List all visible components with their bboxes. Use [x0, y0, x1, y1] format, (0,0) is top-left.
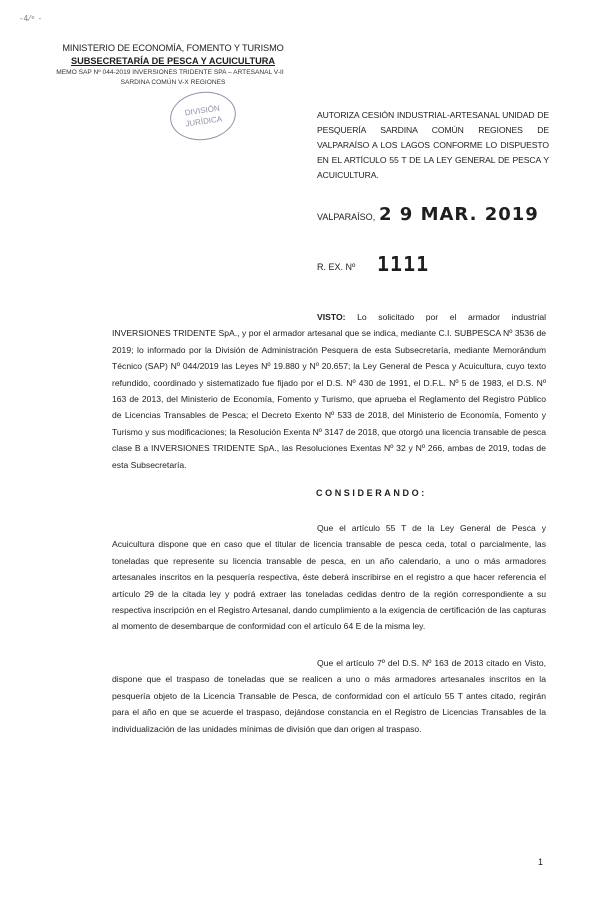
- subsecretaria-name: SUBSECRETARÍA DE PESCA Y ACUICULTURA: [70, 56, 275, 66]
- rex-number: 1111: [377, 252, 430, 276]
- resolution-number-line: [317, 252, 430, 276]
- considerando-p2-text: Que el artículo 7º del D.S. Nº 163 de 2013 citado en Visto, dispone que el traspaso de toneladas que se realicen a uno o más armadores artesanales inscritos en la pesquería objeto de la Licencia Transable de Pesca, de conformidad con el artículo 55 T antes citado, regirán para el año en que se acuerde el traspaso, dejándose constancia en el Registro de Licencias Transables de la individualización de las unidades mínimas de división que dan origen al traspaso.: [112, 658, 546, 734]
- ministry-name: MINISTERIO DE ECONOMÍA, FOMENTO Y TURISMO: [62, 43, 284, 53]
- corner-mark: -4⁄ᵉ -: [20, 14, 43, 23]
- considerando-paragraph-2: [112, 655, 546, 737]
- rex-label: R. EX. Nº: [317, 262, 356, 272]
- visto-text: Lo solicitado por el armador industrial INVERSIONES TRIDENTE SpA., y por el armador artesanal que se indica, mediante C.I. SUBPESCA Nº 3536 de 2019; lo informado por la División de Administración Pesquera de esta Subsecretaría, mediante Memorándum Técnico (SAP) Nº 044/2019 las Leyes Nº 19.880 y Nº 20.657; la Ley General de Pesca y Acuicultura, cuyo texto refundido, coordinado y sistematizado fue fijado por el D.S. Nº 430 de 1991, el D.F.L. Nº 5 de 1983, el D.S. Nº 163 de 2013, del Ministerio de Economía, Fomento y Turismo, que aprueba el Reglamento del Registro Público de Licencias Transables de Pesca; el Decreto Exento Nº 533 de 2018, del Ministerio de Economía, Fomento y Turismo y sus modificaciones; la Resolución Exenta Nº 3147 de 2018, que otorgó una licencia transable de pesca clase B a INVERSIONES TRIDENTE SpA., las Resoluciones Exentas Nº 32 y Nº 266, ambas de 2019, todas de esta Subsecretaría.: [112, 312, 547, 470]
- division-juridica-stamp: [167, 88, 239, 145]
- visto-label: VISTO:: [317, 312, 346, 322]
- considerando-paragraph-1: [112, 520, 546, 635]
- visto-paragraph: [112, 309, 546, 473]
- stamp-line-1: DIVISIÓN: [184, 103, 221, 118]
- considerando-p1-text: Que el artículo 55 T de la Ley General de Pesca y Acuicultura dispone que en caso que el titular de licencia transable de pesca ceda, total o parcialmente, las toneladas que represente su licencia transable de pesca, en un año calendario, a uno o más armadores artesanales inscritos en la pesquería respectiva, éste deberá inscribirse en el registro a que hacer referencia el artículo 29 de la citada ley y podrá extraer las toneladas cedidas dentro de la región correspondiente a su respectiva inscripción en el Registro Artesanal, dando cumplimiento a la exigencia de certificación de las capturas al momento de desembarque de conformidad con el artículo 64 E de la misma ley.: [112, 523, 546, 632]
- date-line: [317, 204, 539, 225]
- date-city: VALPARAÍSO,: [317, 212, 376, 222]
- memo-reference-line-2: SARDINA COMÚN V-X REGIONES: [120, 79, 226, 86]
- date-stamp-value: 2 9 MAR. 2019: [379, 204, 539, 225]
- considerando-title: CONSIDERANDO:: [316, 488, 427, 498]
- stamp-line-2: JURÍDICA: [184, 114, 223, 129]
- memo-reference-line-1: MEMO SAP Nº 044-2019 INVERSIONES TRIDENTE SPA – ARTESANAL V-II: [56, 69, 284, 76]
- page-number: 1: [538, 857, 544, 867]
- resolution-subject: AUTORIZA CESIÓN INDUSTRIAL-ARTESANAL UNIDAD DE PESQUERÍA SARDINA COMÚN REGIONES DE VALPARAÍSO A LOS LAGOS CONFORME LO DISPUESTO EN EL ARTÍCULO 55 T DE LA LEY GENERAL DE PESCA Y ACUICULTURA.: [317, 110, 549, 180]
- letterhead: [58, 42, 288, 88]
